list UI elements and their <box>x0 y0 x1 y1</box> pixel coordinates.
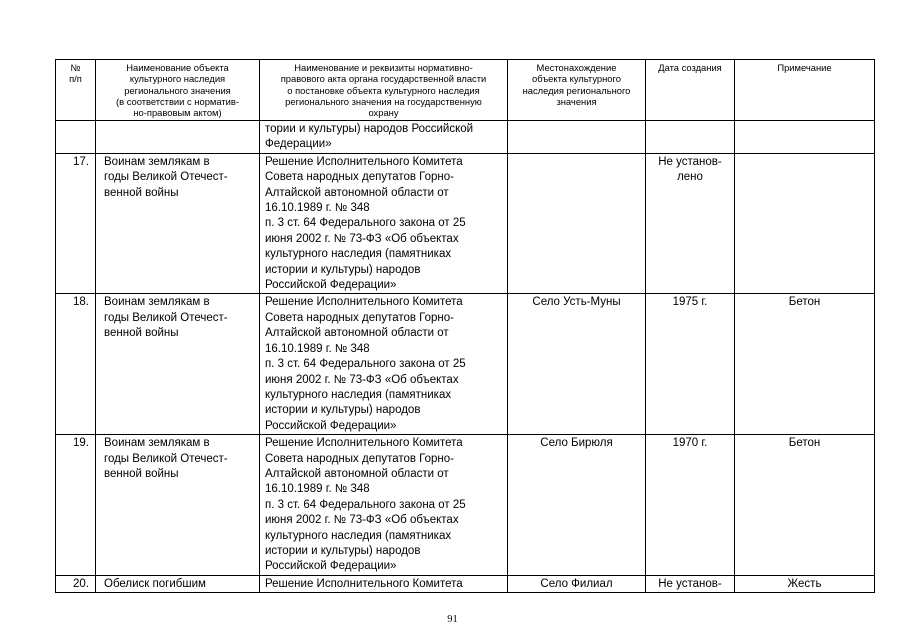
table-header-row <box>56 60 875 121</box>
cell-creation-date: 1970 г. <box>646 435 735 576</box>
cell-row-number: 20. <box>56 575 96 592</box>
table-row <box>56 294 875 435</box>
table-body <box>56 121 875 593</box>
cell-legal-act: Решение Исполнительного Комитета <box>260 575 508 592</box>
cell-object-name: Обелиск погибшим <box>96 575 260 592</box>
table-row <box>56 575 875 592</box>
cell-creation-date: Не установ- лено <box>646 153 735 294</box>
table-row <box>56 153 875 294</box>
cell-location: Село Филиал <box>508 575 646 592</box>
cell-creation-date <box>646 121 735 154</box>
cell-creation-date: 1975 г. <box>646 294 735 435</box>
cell-note: Бетон <box>735 435 875 576</box>
cell-legal-act: Решение Исполнительного Комитета Совета народных депутатов Горно- Алтайской автономной области от 16.10.1989 г. № 348 п. 3 ст. 64 Федерального закона от 25 июня 2002 г. № 73-ФЗ «Об объектах культурного наследия (памятниках истории и культуры) народов Российской Федерации» <box>260 435 508 576</box>
cell-row-number: 17. <box>56 153 96 294</box>
cell-row-number <box>56 121 96 154</box>
cell-location <box>508 121 646 154</box>
cell-object-name: Воинам землякам в годы Великой Отечест- венной войны <box>96 435 260 576</box>
header-object-name: Наименование объекта культурного наследия регионального значения (в соответствии с норматив- но-правовым актом) <box>96 60 260 121</box>
heritage-objects-table <box>55 59 875 593</box>
cell-legal-act: тории и культуры) народов Российской Федерации» <box>260 121 508 154</box>
cell-row-number: 18. <box>56 294 96 435</box>
cell-row-number: 19. <box>56 435 96 576</box>
header-number: № п/п <box>56 60 96 121</box>
cell-note <box>735 121 875 154</box>
cell-location: Село Бирюля <box>508 435 646 576</box>
cell-object-name <box>96 121 260 154</box>
cell-creation-date: Не установ- <box>646 575 735 592</box>
header-legal-act: Наименование и реквизиты нормативно- правового акта органа государственной власти о постановке объекта культурного наследия регионального значения на государственную охрану <box>260 60 508 121</box>
cell-note <box>735 153 875 294</box>
page-number: 91 <box>447 614 458 625</box>
header-note: Примечание <box>735 60 875 121</box>
table-row <box>56 435 875 576</box>
cell-object-name: Воинам землякам в годы Великой Отечест- венной войны <box>96 153 260 294</box>
table-row <box>56 121 875 154</box>
cell-note: Жесть <box>735 575 875 592</box>
header-date: Дата создания <box>646 60 735 121</box>
cell-object-name: Воинам землякам в годы Великой Отечест- венной войны <box>96 294 260 435</box>
cell-location: Село Усть-Муны <box>508 294 646 435</box>
cell-note: Бетон <box>735 294 875 435</box>
cell-legal-act: Решение Исполнительного Комитета Совета народных депутатов Горно- Алтайской автономной области от 16.10.1989 г. № 348 п. 3 ст. 64 Федерального закона от 25 июня 2002 г. № 73-ФЗ «Об объектах культурного наследия (памятниках истории и культуры) народов Российской Федерации» <box>260 153 508 294</box>
cell-legal-act: Решение Исполнительного Комитета Совета народных депутатов Горно- Алтайской автономной области от 16.10.1989 г. № 348 п. 3 ст. 64 Федерального закона от 25 июня 2002 г. № 73-ФЗ «Об объектах культурного наследия (памятниках истории и культуры) народов Российской Федерации» <box>260 294 508 435</box>
cell-location <box>508 153 646 294</box>
header-location: Местонахождение объекта культурного наследия регионального значения <box>508 60 646 121</box>
